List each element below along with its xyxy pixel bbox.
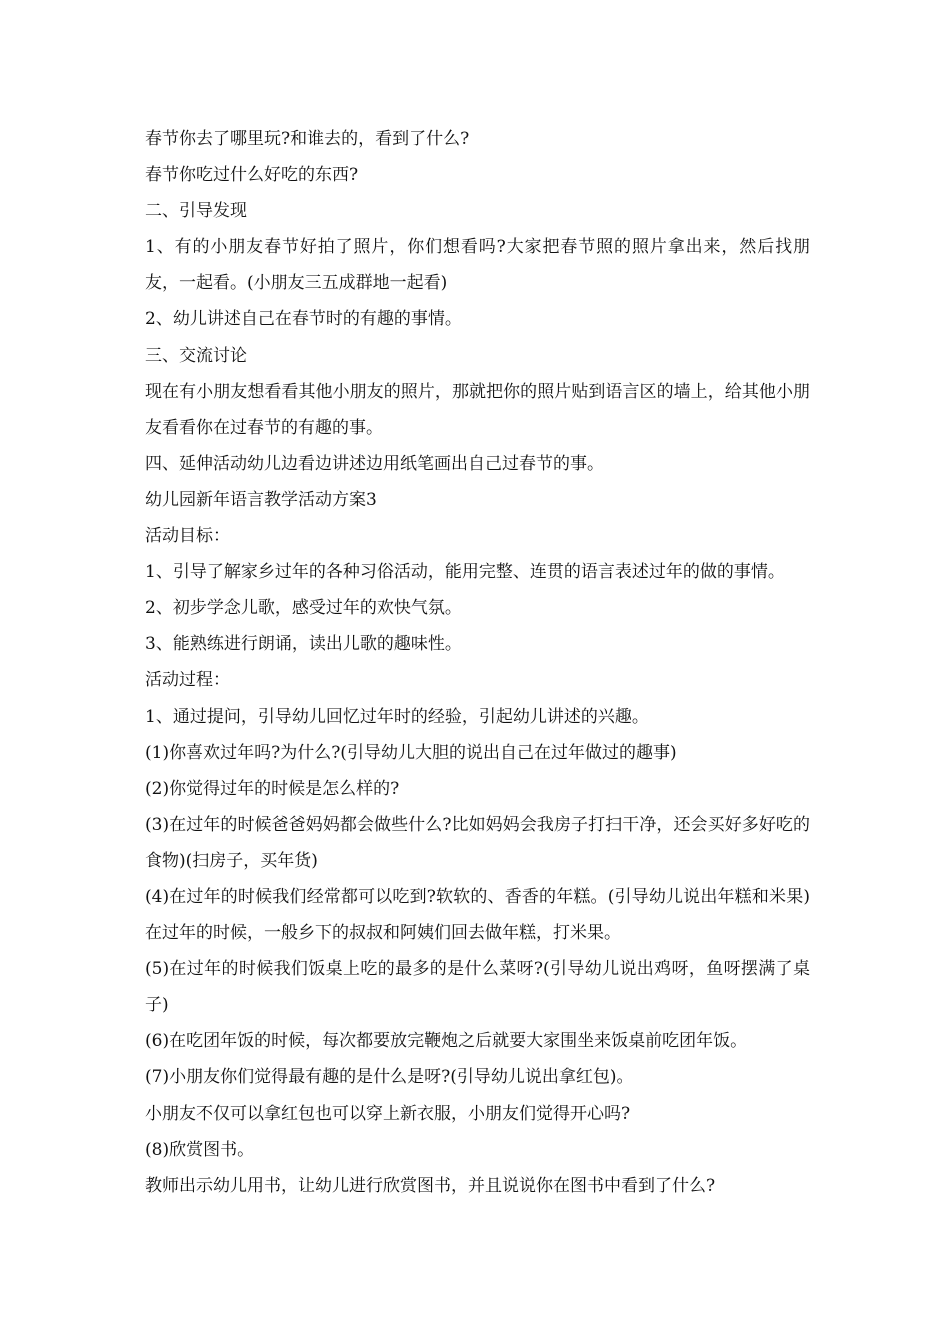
paragraph: 3、能熟练进行朗诵，读出儿歌的趣味性。: [145, 634, 462, 655]
paragraph: 1、引导了解家乡过年的各种习俗活动，能用完整、连贯的语言表述过年的做的事情。: [145, 562, 785, 583]
paragraph: 1、通过提问，引导幼儿回忆过年时的经验，引起幼儿讲述的兴趣。: [145, 706, 649, 727]
paragraph: 小朋友不仅可以拿红包也可以穿上新衣服，小朋友们觉得开心吗?: [145, 1103, 631, 1124]
paragraph: (6)在吃团年饭的时候，每次都要放完鞭炮之后就要大家围坐来饭桌前吃团年饭。: [145, 1031, 748, 1052]
paragraph: 1、有的小朋友春节好拍了照片，你们想看吗?大家把春节照的照片拿出来，然后找朋友，一起看。(小朋友三五成群地一起看): [145, 237, 810, 294]
section-heading: 二、引导发现: [145, 201, 247, 222]
section-heading: 活动过程：: [145, 670, 230, 691]
paragraph: (3)在过年的时候爸爸妈妈都会做些什么?比如妈妈会我房子打扫干净，还会买好多好吃的食物)(扫房子，买年货): [145, 814, 810, 871]
document-subtitle: 幼儿园新年语言教学活动方案3: [145, 489, 377, 510]
paragraph: (5)在过年的时候我们饭桌上吃的最多的是什么菜呀?(引导幼儿说出鸡呀，鱼呀摆满了桌子): [145, 959, 810, 1016]
paragraph: (7)小朋友你们觉得最有趣的是什么是呀?(引导幼儿说出拿红包)。: [145, 1067, 634, 1088]
paragraph: 春节你吃过什么好吃的东西?: [145, 165, 359, 186]
section-heading: 四、延伸活动幼儿边看边讲述边用纸笔画出自己过春节的事。: [145, 453, 604, 474]
document-body: [145, 121, 810, 1204]
paragraph: 2、初步学念儿歌，感受过年的欢快气氛。: [145, 598, 462, 619]
paragraph: 春节你去了哪里玩?和谁去的，看到了什么?: [145, 129, 470, 149]
section-heading: 活动目标：: [145, 526, 230, 547]
paragraph: 教师出示幼儿用书，让幼儿进行欣赏图书，并且说说你在图书中看到了什么?: [145, 1175, 716, 1196]
paragraph: 现在有小朋友想看看其他小朋友的照片，那就把你的照片贴到语言区的墙上，给其他小朋友看看你在过春节的有趣的事。: [145, 381, 810, 438]
paragraph: (2)你觉得过年的时候是怎么样的?: [145, 778, 400, 799]
paragraph: (4)在过年的时候我们经常都可以吃到?软软的、香香的年糕。(引导幼儿说出年糕和米果)在过年的时候，一般乡下的叔叔和阿姨们回去做年糕，打米果。: [145, 886, 810, 944]
paragraph: (8)欣赏图书。: [145, 1139, 255, 1160]
paragraph: (1)你喜欢过年吗?为什么?(引导幼儿大胆的说出自己在过年做过的趣事): [145, 742, 677, 763]
paragraph: 2、幼儿讲述自己在春节时的有趣的事情。: [145, 309, 462, 330]
section-heading: 三、交流讨论: [145, 345, 247, 366]
